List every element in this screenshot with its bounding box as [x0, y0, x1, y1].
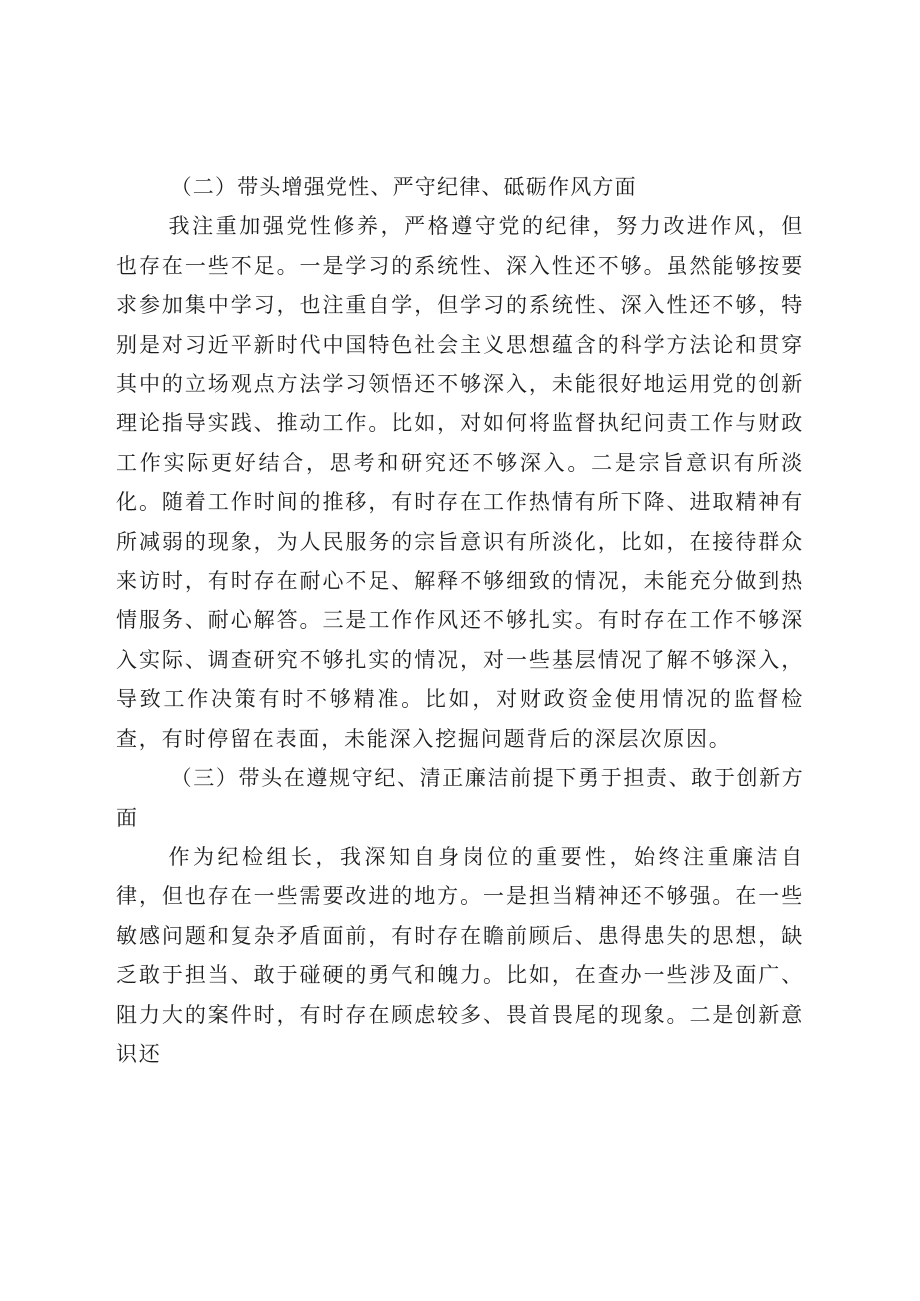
section-heading-2: （二）带头增强党性、严守纪律、砥砺作风方面 — [170, 175, 637, 199]
section-heading-3: （三）带头在遵规守纪、清正廉洁前提下勇于担责、敢于创新方面 — [116, 766, 804, 830]
document-body — [116, 168, 804, 1074]
section-paragraph-3: 作为纪检组长，我深知自身岗位的重要性，始终注重廉洁自律，但也存在一些需要改进的地方。一是担当精神还不够强。在一些敏感问题和复杂矛盾面前，有时存在瞻前顾后、患得患失的思想，缺乏敢于担当、敢于碰硬的勇气和魄力。比如，在查办一些涉及面广、阻力大的案件时，有时存在顾虑较多、畏首畏尾的现象。二是创新意识还 — [116, 844, 804, 1066]
section-paragraph-2: 我注重加强党性修养，严格遵守党的纪律，努力改进作风，但也存在一些不足。一是学习的系统性、深入性还不够。虽然能够按要求参加集中学习，也注重自学，但学习的系统性、深入性还不够，特别是对习近平新时代中国特色社会主义思想蕴含的科学方法论和贯穿其中的立场观点方法学习领悟还不够深入，未能很好地运用党的创新理论指导实践、推动工作。比如，对如何将监督执纪问责工作与财政工作实际更好结合，思考和研究还不够深入。二是宗旨意识有所淡化。随着工作时间的推移，有时存在工作热情有所下降、进取精神有所减弱的现象，为人民服务的宗旨意识有所淡化，比如，在接待群众来访时，有时存在耐心不足、解释不够细致的情况，未能充分做到热情服务、耐心解答。三是工作作风还不够扎实。有时存在工作不够深入实际、调查研究不够扎实的情况，对一些基层情况了解不够深入，导致工作决策有时不够精准。比如，对财政资金使用情况的监督检查，有时停留在表面，未能深入挖掘问题背后的深层次原因。 — [116, 214, 804, 751]
